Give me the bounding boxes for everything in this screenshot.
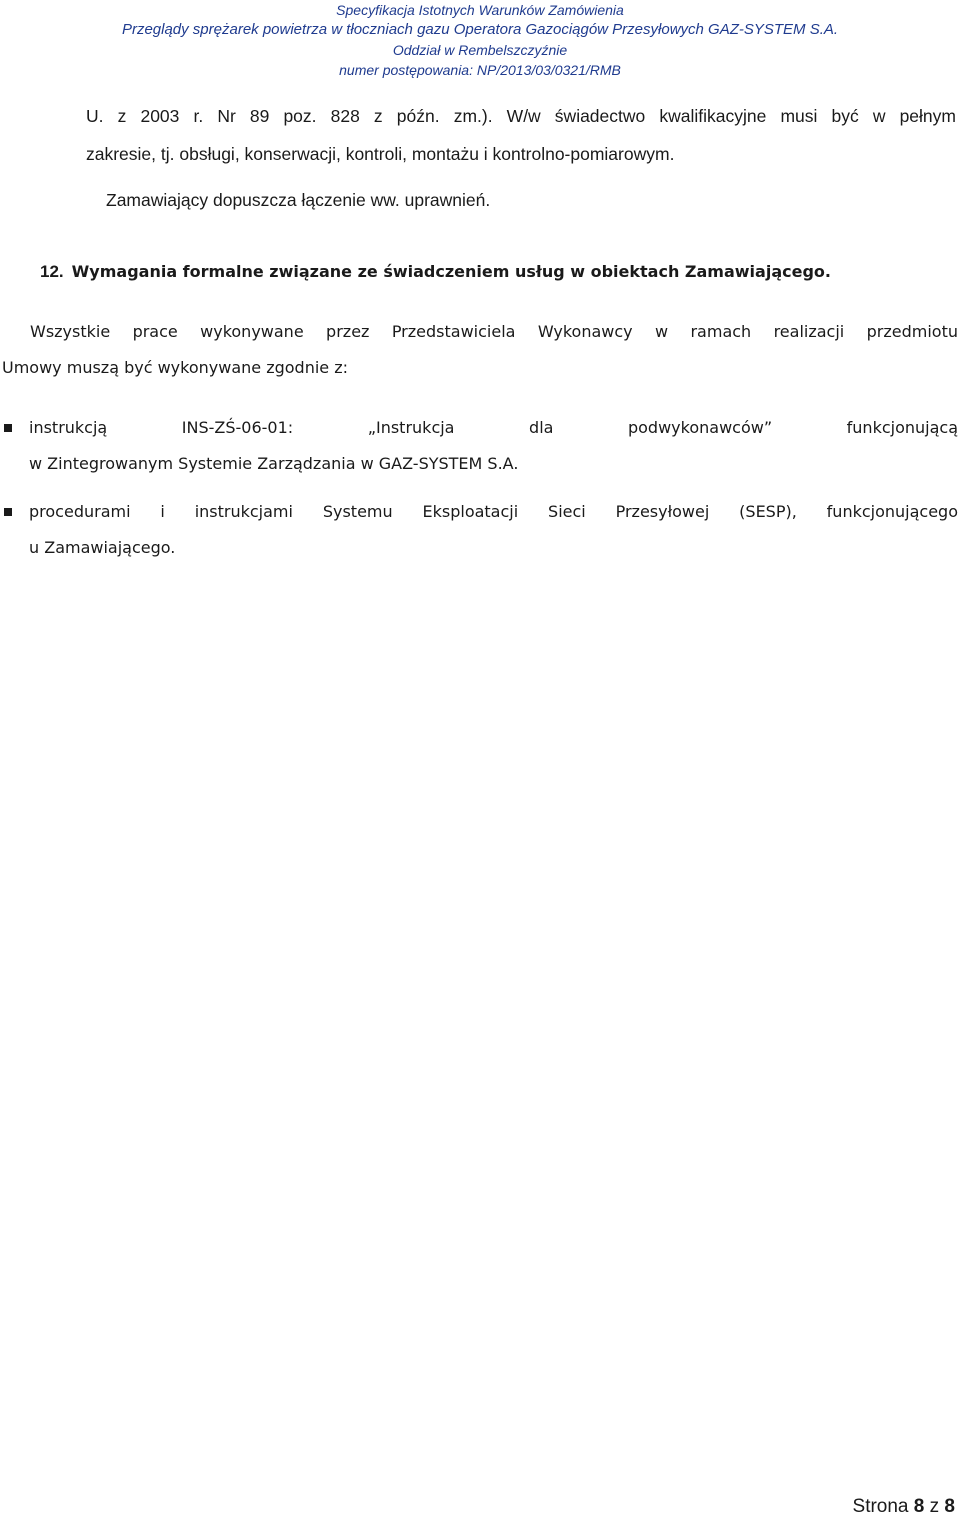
header-branch: Oddział w Rembelszczyźnie — [392, 42, 568, 58]
intro-line-2: Umowy muszą być wykonywane zgodnie z: — [2, 358, 348, 377]
page-footer — [853, 1496, 955, 1518]
bullet-1-line-1: instrukcją INS-ZŚ-06-01: „Instrukcja dla podwykonawców” funkcjonującą — [29, 418, 958, 437]
continuation-line-2: zakresie, tj. obsługi, konserwacji, kontroli, montażu i kontrolno-pomiarowym. — [86, 144, 675, 164]
bullet-1-line-2: w Zintegrowanym Systemie Zarządzania w GAZ-SYSTEM S.A. — [29, 454, 519, 473]
page-header — [0, 0, 960, 80]
section-heading — [40, 262, 831, 282]
header-subject: Przeglądy sprężarek powietrza w tłoczniach gazu Operatora Gazociągów Przesyłowych GAZ-SYSTEM S.A. — [121, 21, 839, 38]
bullet-2-line-2: u Zamawiającego. — [29, 538, 176, 557]
footer-page-number: 8 — [913, 1496, 925, 1517]
section-number: 12. — [40, 262, 64, 281]
header-case-number: numer postępowania: NP/2013/03/0321/RMB — [339, 62, 621, 78]
intro-line-1: Wszystkie prace wykonywane przez Przedstawiciela Wykonawcy w ramach realizacji przedmiotu — [30, 322, 958, 341]
bullet-marker — [4, 424, 12, 432]
bullet-2-line-1: procedurami i instrukcjami Systemu Eksploatacji Sieci Przesyłowej (SESP), funkcjonującego — [29, 502, 958, 521]
footer-prefix: Strona — [852, 1496, 909, 1517]
bullet-marker — [4, 508, 12, 516]
continuation-line-1: U. z 2003 r. Nr 89 poz. 828 z późn. zm.). W/w świadectwo kwalifikacyjne musi być w pełnym — [86, 106, 956, 126]
header-title: Specyfikacja Istotnych Warunków Zamówienia — [336, 2, 624, 18]
continuation-line-3: Zamawiający dopuszcza łączenie ww. uprawnień. — [106, 190, 491, 210]
footer-page-total: 8 — [944, 1496, 955, 1517]
section-title: Wymagania formalne związane ze świadczeniem usług w obiektach Zamawiającego. — [71, 262, 831, 281]
footer-separator: z — [929, 1496, 940, 1517]
